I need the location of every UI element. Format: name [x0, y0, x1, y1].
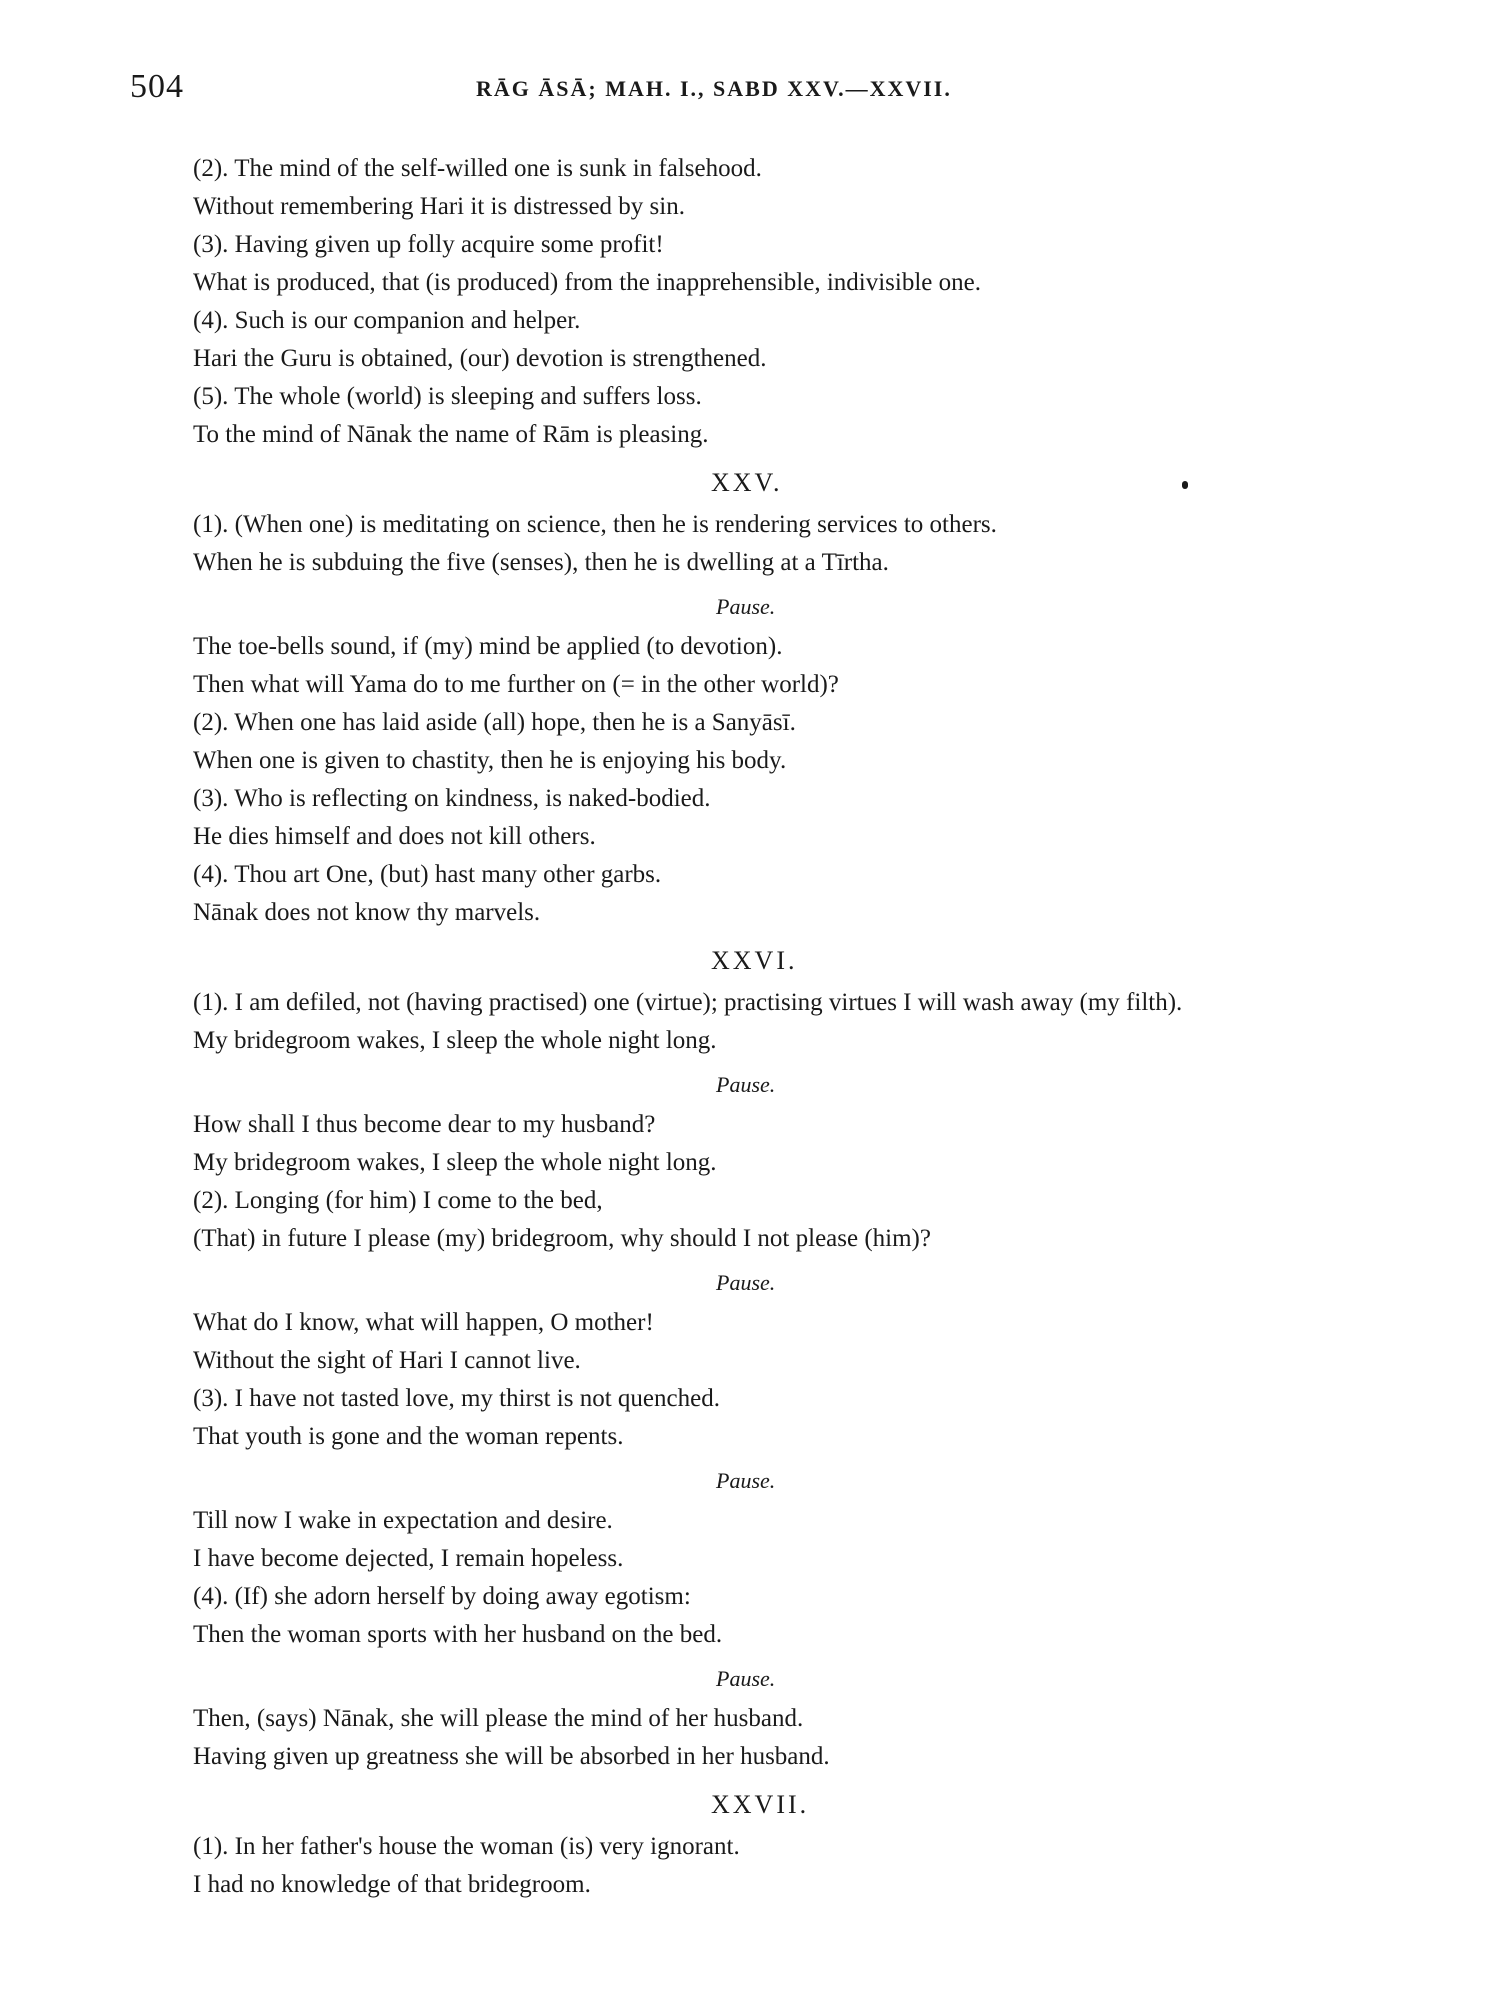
text-line: (That) in future I please (my) bridegroom, why should I not please (him)?	[193, 1225, 931, 1252]
page-number: 504	[130, 68, 184, 105]
text-line: Without remembering Hari it is distressed by sin.	[193, 193, 685, 220]
pause-label: Pause.	[716, 594, 776, 619]
pause-label: Pause.	[716, 1270, 776, 1295]
text-line: My bridegroom wakes, I sleep the whole night long.	[193, 1027, 717, 1054]
text-line: (3). Who is reflecting on kindness, is naked-bodied.	[193, 785, 711, 812]
text-line: Then the woman sports with her husband on the bed.	[193, 1621, 723, 1648]
running-title: RĀG ĀSĀ; MAH. I., SABD XXV.—XXVII.	[476, 76, 952, 101]
pause-label: Pause.	[716, 1666, 776, 1691]
text-line: Then what will Yama do to me further on (= in the other world)?	[193, 671, 839, 698]
text-line: What do I know, what will happen, O mother!	[193, 1309, 654, 1336]
text-line: I had no knowledge of that bridegroom.	[193, 1871, 591, 1898]
text-line: When one is given to chastity, then he is enjoying his body.	[193, 747, 787, 774]
text-line: To the mind of Nānak the name of Rām is pleasing.	[193, 421, 709, 448]
text-line: He dies himself and does not kill others.	[193, 823, 596, 850]
text-line: What is produced, that (is produced) from the inapprehensible, indivisible one.	[193, 269, 981, 296]
text-line: (5). The whole (world) is sleeping and suffers loss.	[193, 383, 702, 410]
section-heading-xxvi: XXVI.	[711, 946, 798, 975]
text-line: Then, (says) Nānak, she will please the mind of her husband.	[193, 1705, 804, 1732]
pause-label: Pause.	[716, 1072, 776, 1097]
text-line: Nānak does not know thy marvels.	[193, 899, 541, 926]
section-heading-xxvii: XXVII.	[711, 1790, 810, 1819]
text-line: (2). The mind of the self-willed one is sunk in falsehood.	[193, 155, 762, 182]
text-line: I have become dejected, I remain hopeless.	[193, 1545, 624, 1572]
text-line: (1). (When one) is meditating on science, then he is rendering services to others.	[193, 511, 997, 538]
text-line: Without the sight of Hari I cannot live.	[193, 1347, 581, 1374]
text-line: (3). Having given up folly acquire some profit!	[193, 231, 664, 258]
text-line: How shall I thus become dear to my husband?	[193, 1111, 656, 1138]
running-head	[130, 68, 1370, 114]
text-line: (1). I am defiled, not (having practised) one (virtue); practising virtues I will wash away (my filth).	[193, 989, 1183, 1016]
text-line: That youth is gone and the woman repents.	[193, 1423, 624, 1450]
text-line: (4). Thou art One, (but) hast many other garbs.	[193, 861, 662, 888]
text-line: (4). (If) she adorn herself by doing away egotism:	[193, 1583, 691, 1610]
text-line: (3). I have not tasted love, my thirst is not quenched.	[193, 1385, 720, 1412]
text-line: The toe-bells sound, if (my) mind be applied (to devotion).	[193, 633, 783, 660]
section-heading-xxv: XXV.	[711, 468, 783, 497]
text-line: My bridegroom wakes, I sleep the whole night long.	[193, 1149, 717, 1176]
pause-label: Pause.	[716, 1468, 776, 1493]
text-line: Till now I wake in expectation and desire.	[193, 1507, 613, 1534]
text-line: Having given up greatness she will be absorbed in her husband.	[193, 1743, 830, 1770]
text-line: Hari the Guru is obtained, (our) devotion is strengthened.	[193, 345, 767, 372]
text-line: (1). In her father's house the woman (is) very ignorant.	[193, 1833, 740, 1860]
text-line: (2). When one has laid aside (all) hope, then he is a Sanyāsī.	[193, 709, 796, 736]
text-line: (2). Longing (for him) I come to the bed,	[193, 1187, 603, 1214]
body-text	[193, 150, 1393, 1904]
text-line: (4). Such is our companion and helper.	[193, 307, 581, 334]
text-line: When he is subduing the five (senses), then he is dwelling at a Tīrtha.	[193, 549, 889, 576]
